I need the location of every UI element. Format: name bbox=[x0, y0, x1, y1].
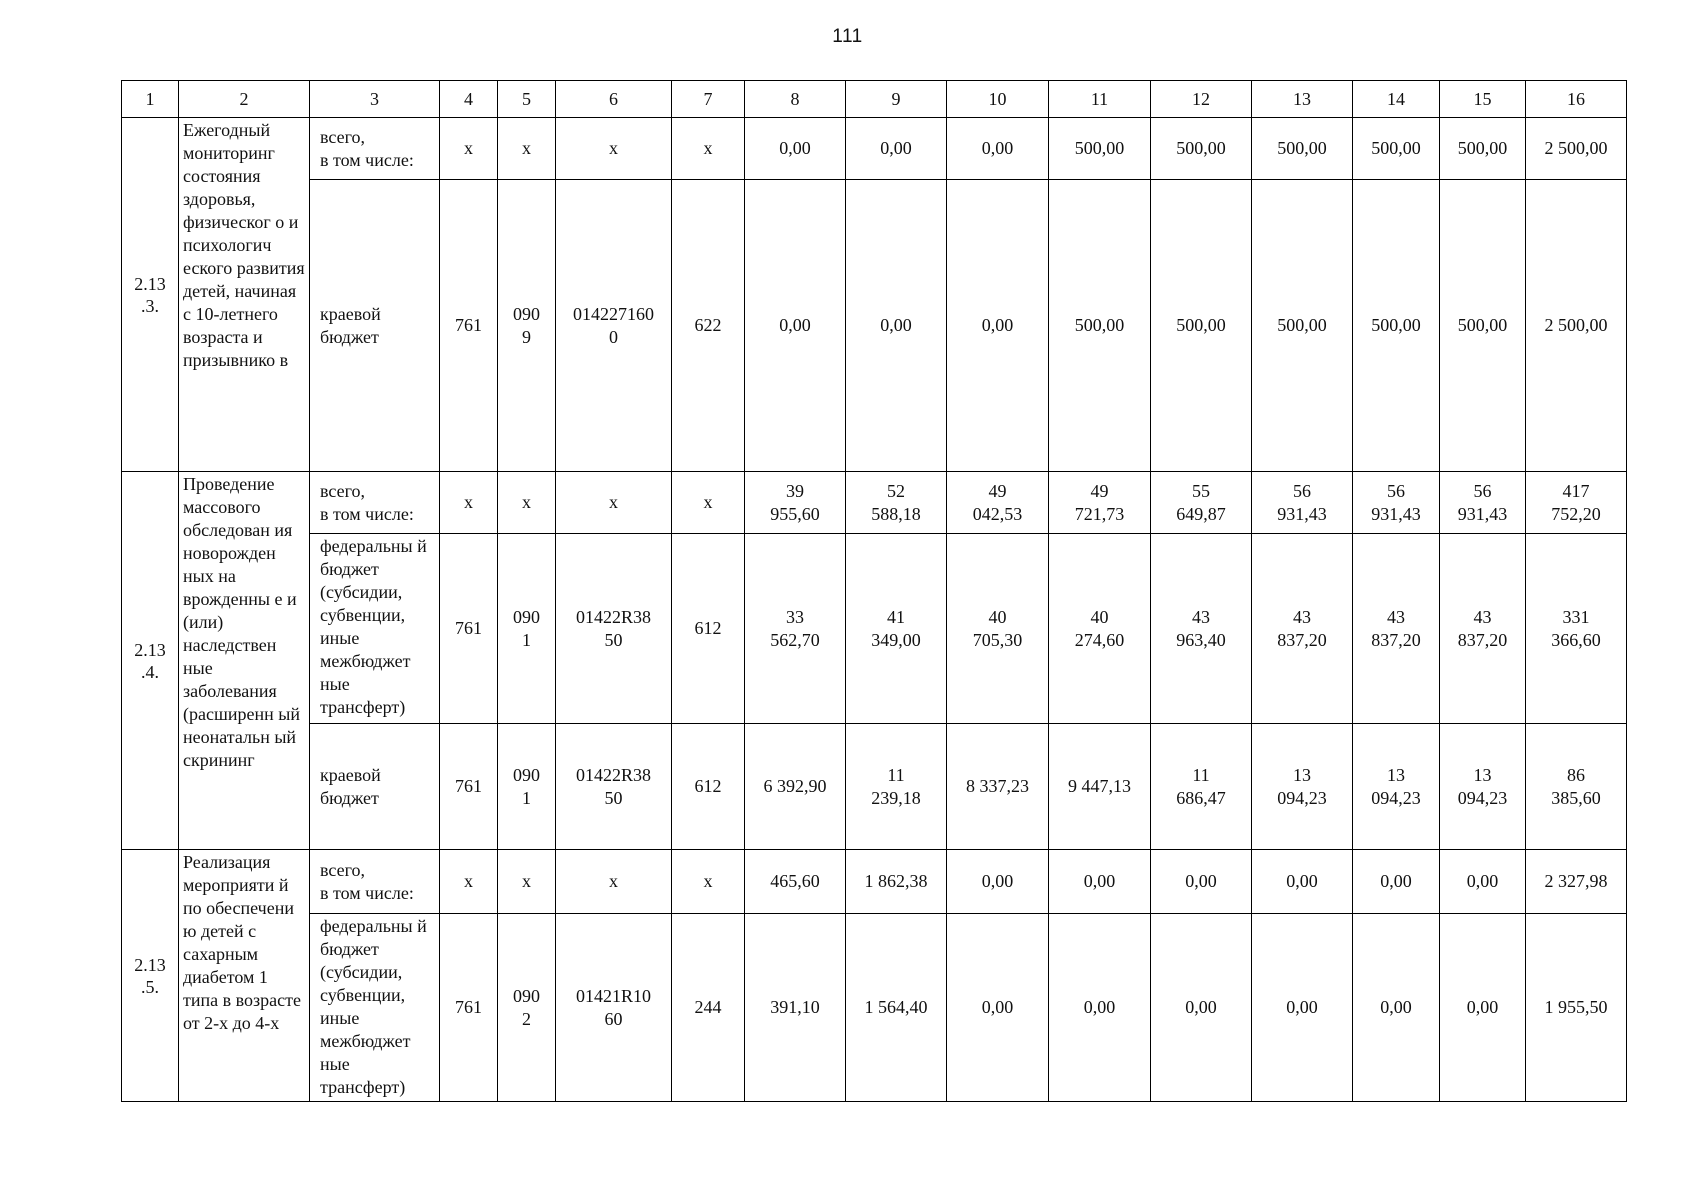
table-cell: 500,00 bbox=[1151, 118, 1252, 180]
table-cell: 8 337,23 bbox=[947, 724, 1049, 850]
funding-source: всего, в том числе: bbox=[310, 850, 440, 914]
table-cell: 0,00 bbox=[1440, 850, 1526, 914]
table-cell: 014227160 0 bbox=[556, 180, 672, 472]
table-cell: 6 392,90 bbox=[745, 724, 846, 850]
table-cell: 090 2 bbox=[498, 914, 556, 1102]
table-cell: x bbox=[498, 850, 556, 914]
table-row bbox=[122, 850, 1627, 914]
table-cell: 0,00 bbox=[745, 180, 846, 472]
table-cell: 090 1 bbox=[498, 724, 556, 850]
table-cell: 13 094,23 bbox=[1252, 724, 1353, 850]
table-cell: 2 500,00 bbox=[1526, 180, 1627, 472]
table-cell: 11 239,18 bbox=[846, 724, 947, 850]
table-cell: 01422R38 50 bbox=[556, 534, 672, 724]
column-header: 3 bbox=[310, 81, 440, 118]
table-cell: 2 500,00 bbox=[1526, 118, 1627, 180]
funding-source: всего, в том числе: bbox=[310, 118, 440, 180]
table-cell: 0,00 bbox=[1252, 850, 1353, 914]
table-cell: 49 721,73 bbox=[1049, 472, 1151, 534]
table-cell: 391,10 bbox=[745, 914, 846, 1102]
table-cell: x bbox=[440, 118, 498, 180]
table-cell: 331 366,60 bbox=[1526, 534, 1627, 724]
table-cell: 01422R38 50 bbox=[556, 724, 672, 850]
table-cell: 56 931,43 bbox=[1440, 472, 1526, 534]
table-cell: 43 837,20 bbox=[1440, 534, 1526, 724]
table-row bbox=[122, 534, 1627, 724]
table-cell: x bbox=[498, 118, 556, 180]
column-header: 15 bbox=[1440, 81, 1526, 118]
table-row bbox=[122, 724, 1627, 850]
table-cell: 500,00 bbox=[1353, 180, 1440, 472]
table-cell: 43 963,40 bbox=[1151, 534, 1252, 724]
table-cell: 1 955,50 bbox=[1526, 914, 1627, 1102]
table-cell: x bbox=[440, 472, 498, 534]
table-cell: 1 564,40 bbox=[846, 914, 947, 1102]
table-cell: 761 bbox=[440, 914, 498, 1102]
table-cell: 1 862,38 bbox=[846, 850, 947, 914]
column-header: 2 bbox=[179, 81, 310, 118]
column-number-row bbox=[122, 81, 1627, 118]
table-row bbox=[122, 914, 1627, 1102]
funding-source: краевой бюджет bbox=[310, 180, 440, 472]
table-cell: 761 bbox=[440, 724, 498, 850]
table-cell: 0,00 bbox=[947, 850, 1049, 914]
column-header: 5 bbox=[498, 81, 556, 118]
table-cell: x bbox=[672, 472, 745, 534]
table-cell: 500,00 bbox=[1252, 180, 1353, 472]
table-cell: x bbox=[556, 472, 672, 534]
table-cell: 0,00 bbox=[1353, 850, 1440, 914]
table-cell: 500,00 bbox=[1440, 180, 1526, 472]
table-cell: 090 1 bbox=[498, 534, 556, 724]
table-cell: 0,00 bbox=[846, 118, 947, 180]
table-cell: 2 327,98 bbox=[1526, 850, 1627, 914]
table-cell: x bbox=[440, 850, 498, 914]
table-cell: 465,60 bbox=[745, 850, 846, 914]
column-header: 9 bbox=[846, 81, 947, 118]
table-cell: 612 bbox=[672, 534, 745, 724]
table-cell: 612 bbox=[672, 724, 745, 850]
table-cell: 090 9 bbox=[498, 180, 556, 472]
table-cell: x bbox=[672, 850, 745, 914]
table-cell: 40 705,30 bbox=[947, 534, 1049, 724]
table-cell: 56 931,43 bbox=[1353, 472, 1440, 534]
table-cell: 52 588,18 bbox=[846, 472, 947, 534]
table-row bbox=[122, 472, 1627, 534]
column-header: 7 bbox=[672, 81, 745, 118]
table-cell: 500,00 bbox=[1252, 118, 1353, 180]
table-cell: 49 042,53 bbox=[947, 472, 1049, 534]
table-cell: 761 bbox=[440, 534, 498, 724]
table-cell: 11 686,47 bbox=[1151, 724, 1252, 850]
column-header: 16 bbox=[1526, 81, 1627, 118]
table-cell: 417 752,20 bbox=[1526, 472, 1627, 534]
table-cell: 0,00 bbox=[846, 180, 947, 472]
table-cell: 0,00 bbox=[1151, 914, 1252, 1102]
table-cell: x bbox=[498, 472, 556, 534]
activity-name: Проведение массового обследован ия новорожден ных на врожденны е и (или) наследствен ные заболевания (расширенн ый неонатальн ый скрининг bbox=[179, 472, 310, 850]
table-cell: x bbox=[556, 118, 672, 180]
table-cell: 0,00 bbox=[1049, 850, 1151, 914]
table-cell: 500,00 bbox=[1151, 180, 1252, 472]
column-header: 12 bbox=[1151, 81, 1252, 118]
column-header: 13 bbox=[1252, 81, 1353, 118]
funding-source: федеральны й бюджет (субсидии, субвенции, иные межбюджет ные трансферт) bbox=[310, 534, 440, 724]
table-cell: 0,00 bbox=[947, 914, 1049, 1102]
table-cell: 0,00 bbox=[1440, 914, 1526, 1102]
table-cell: 500,00 bbox=[1440, 118, 1526, 180]
table-cell: 55 649,87 bbox=[1151, 472, 1252, 534]
column-header: 4 bbox=[440, 81, 498, 118]
funding-source: краевой бюджет bbox=[310, 724, 440, 850]
table-cell: 9 447,13 bbox=[1049, 724, 1151, 850]
column-header: 6 bbox=[556, 81, 672, 118]
table-cell: 01421R10 60 bbox=[556, 914, 672, 1102]
page-number: 111 bbox=[832, 26, 863, 47]
table-cell: 0,00 bbox=[1353, 914, 1440, 1102]
column-header: 10 bbox=[947, 81, 1049, 118]
activity-name: Реализация мероприяти й по обеспечени ю детей с сахарным диабетом 1 типа в возрасте от 2-х до 4-х bbox=[179, 850, 310, 1102]
table-cell: 86 385,60 bbox=[1526, 724, 1627, 850]
table-cell: 56 931,43 bbox=[1252, 472, 1353, 534]
funding-source: федеральны й бюджет (субсидии, субвенции, иные межбюджет ные трансферт) bbox=[310, 914, 440, 1102]
column-header: 8 bbox=[745, 81, 846, 118]
table-cell: 40 274,60 bbox=[1049, 534, 1151, 724]
table-cell: 0,00 bbox=[947, 118, 1049, 180]
table-cell: 0,00 bbox=[745, 118, 846, 180]
table-cell: 0,00 bbox=[1049, 914, 1151, 1102]
table-cell: 13 094,23 bbox=[1440, 724, 1526, 850]
activity-name: Ежегодный мониторинг состояния здоровья, физическог о и психологич еского развития детей, начиная с 10-летнего возраста и призывнико в bbox=[179, 118, 310, 472]
row-code: 2.13 .3. bbox=[122, 118, 179, 472]
table-cell: 500,00 bbox=[1049, 118, 1151, 180]
table-cell: 43 837,20 bbox=[1353, 534, 1440, 724]
column-header: 11 bbox=[1049, 81, 1151, 118]
table-cell: 33 562,70 bbox=[745, 534, 846, 724]
table-cell: 43 837,20 bbox=[1252, 534, 1353, 724]
table-cell: 500,00 bbox=[1049, 180, 1151, 472]
table-cell: 500,00 bbox=[1353, 118, 1440, 180]
table-cell: x bbox=[556, 850, 672, 914]
column-header: 14 bbox=[1353, 81, 1440, 118]
budget-table bbox=[121, 80, 1627, 1102]
table-cell: 0,00 bbox=[1151, 850, 1252, 914]
table-cell: 39 955,60 bbox=[745, 472, 846, 534]
table-cell: 13 094,23 bbox=[1353, 724, 1440, 850]
funding-source: всего, в том числе: bbox=[310, 472, 440, 534]
column-header: 1 bbox=[122, 81, 179, 118]
row-code: 2.13 .4. bbox=[122, 472, 179, 850]
table-cell: 41 349,00 bbox=[846, 534, 947, 724]
table-row bbox=[122, 180, 1627, 472]
row-code: 2.13 .5. bbox=[122, 850, 179, 1102]
table-row bbox=[122, 118, 1627, 180]
table-cell: x bbox=[672, 118, 745, 180]
table-cell: 0,00 bbox=[947, 180, 1049, 472]
table-cell: 244 bbox=[672, 914, 745, 1102]
table-cell: 622 bbox=[672, 180, 745, 472]
table-cell: 0,00 bbox=[1252, 914, 1353, 1102]
table-cell: 761 bbox=[440, 180, 498, 472]
